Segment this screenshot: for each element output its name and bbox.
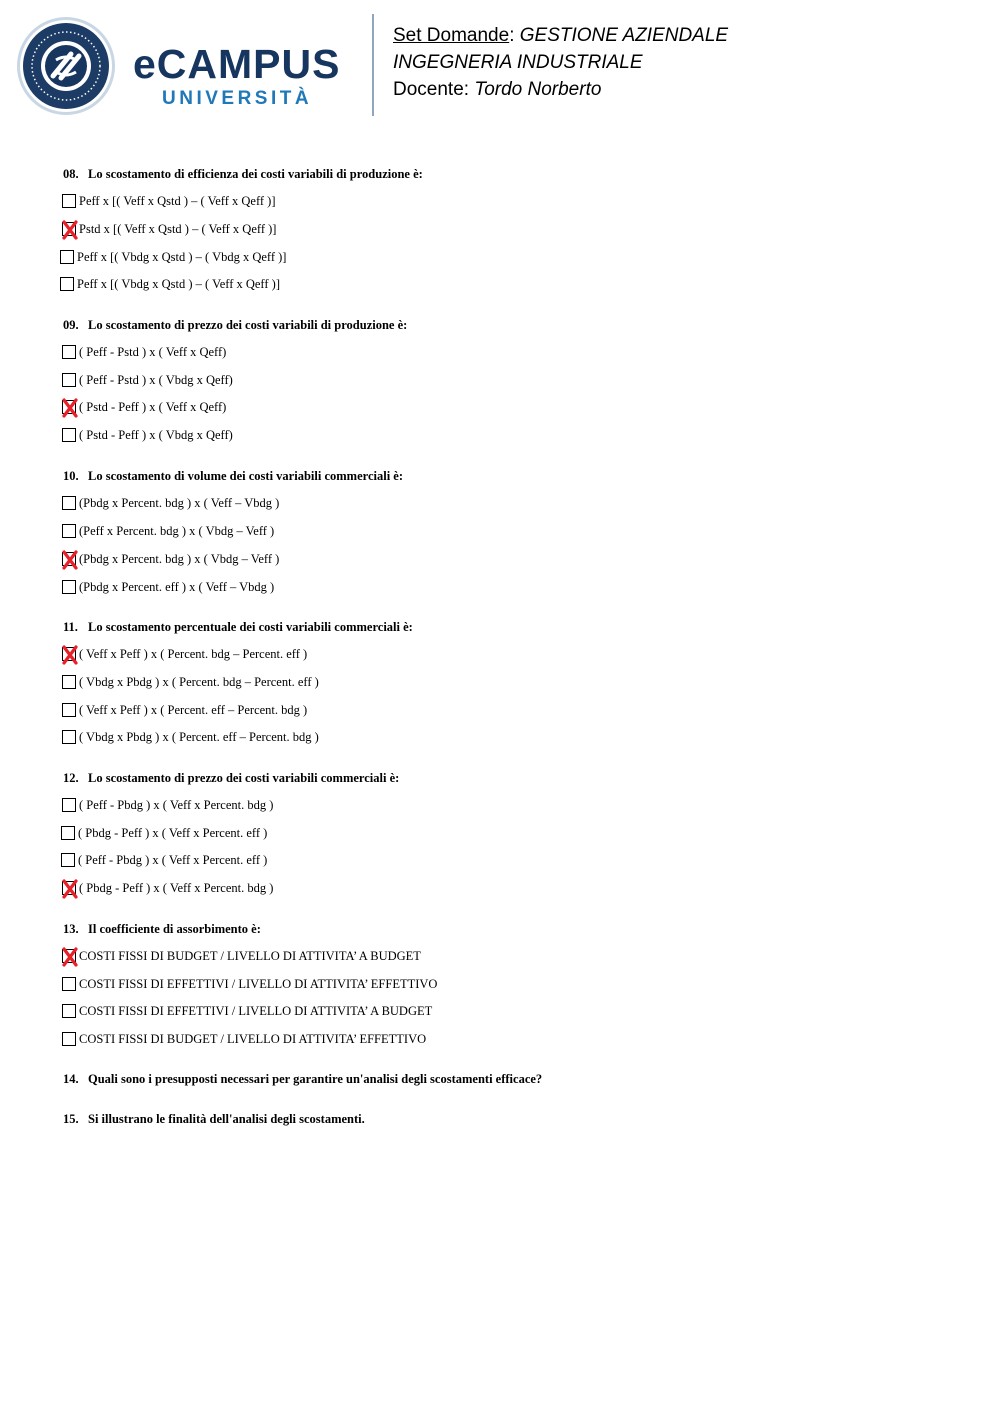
question-number: 12. <box>63 771 79 785</box>
checkbox[interactable] <box>62 730 76 744</box>
university-seal-logo <box>16 16 116 116</box>
answer-option[interactable] <box>62 879 273 897</box>
answer-option[interactable] <box>62 578 274 596</box>
answer-option[interactable] <box>62 673 319 691</box>
option-text: COSTI FISSI DI EFFETTIVI / LIVELLO DI ATTIVITA’ EFFETTIVO <box>79 976 438 991</box>
question-title <box>63 922 261 937</box>
teacher-line <box>393 76 728 103</box>
question-text: Lo scostamento percentuale dei costi variabili commerciali è: <box>88 620 413 634</box>
question-number: 15. <box>63 1112 79 1126</box>
checkbox[interactable] <box>62 1032 76 1046</box>
answer-option[interactable] <box>62 192 276 210</box>
option-text: ( Peff - Pstd ) x ( Vbdg x Qeff) <box>79 372 233 387</box>
answer-option[interactable] <box>61 851 267 869</box>
checked-checkbox[interactable] <box>62 949 76 963</box>
question-title <box>63 167 423 182</box>
checked-checkbox[interactable] <box>62 222 76 236</box>
answer-option[interactable] <box>62 220 276 238</box>
red-x-mark-icon <box>61 645 79 665</box>
checked-checkbox[interactable] <box>62 881 76 895</box>
option-text: COSTI FISSI DI EFFETTIVI / LIVELLO DI ATTIVITA’ A BUDGET <box>79 1003 433 1018</box>
set-line <box>393 22 728 49</box>
teacher-name: Tordo Norberto <box>474 79 602 100</box>
checkbox[interactable] <box>60 277 74 291</box>
question-title <box>63 469 403 484</box>
question-text: Quali sono i presupposti necessari per garantire un'analisi degli scostamenti efficace? <box>88 1072 543 1086</box>
checkbox[interactable] <box>61 853 75 867</box>
option-text: COSTI FISSI DI BUDGET / LIVELLO DI ATTIVITA’ A BUDGET <box>79 948 421 963</box>
option-text: ( Pstd - Peff ) x ( Vbdg x Qeff) <box>79 427 233 442</box>
header-divider <box>372 14 374 116</box>
checkbox[interactable] <box>60 250 74 264</box>
answer-option[interactable] <box>62 701 307 719</box>
set-separator: : <box>509 25 520 46</box>
checkbox[interactable] <box>62 703 76 717</box>
answer-option[interactable] <box>62 1002 432 1020</box>
question-title <box>63 771 399 786</box>
question-title <box>63 1072 542 1087</box>
course-name: GESTIONE AZIENDALE <box>519 25 729 46</box>
checkbox[interactable] <box>62 345 76 359</box>
answer-option[interactable] <box>62 645 307 663</box>
red-x-mark-icon <box>61 220 79 240</box>
checkbox[interactable] <box>62 428 76 442</box>
option-text: ( Vbdg x Pbdg ) x ( Percent. bdg – Percent. eff ) <box>79 674 319 689</box>
question-text: Lo scostamento di prezzo dei costi variabili commerciali è: <box>88 771 400 785</box>
option-text: Peff x [( Vbdg x Qstd ) – ( Veff x Qeff )] <box>77 276 280 291</box>
question-number: 10. <box>63 469 79 483</box>
checkbox[interactable] <box>62 524 76 538</box>
red-x-mark-icon <box>61 550 79 570</box>
checkbox[interactable] <box>62 798 76 812</box>
answer-option[interactable] <box>62 728 319 746</box>
answer-option[interactable] <box>60 275 280 293</box>
option-text: Peff x [( Vbdg x Qstd ) – ( Vbdg x Qeff )] <box>77 249 287 264</box>
red-x-mark-icon <box>61 398 79 418</box>
checkbox[interactable] <box>62 580 76 594</box>
option-text: (Pbdg x Percent. eff ) x ( Veff – Vbdg ) <box>79 579 275 594</box>
red-x-mark-icon <box>61 947 79 967</box>
question-text: Il coefficiente di assorbimento è: <box>88 922 261 936</box>
option-text: ( Peff - Pbdg ) x ( Veff x Percent. bdg ) <box>79 797 274 812</box>
option-text: (Pbdg x Percent. bdg ) x ( Veff – Vbdg ) <box>79 495 280 510</box>
option-text: Peff x [( Veff x Qstd ) – ( Veff x Qeff )] <box>79 193 276 208</box>
checkbox[interactable] <box>62 675 76 689</box>
red-x-mark-icon <box>61 879 79 899</box>
checkbox[interactable] <box>62 194 76 208</box>
page-header <box>0 0 1000 125</box>
option-text: ( Pstd - Peff ) x ( Veff x Qeff) <box>79 399 227 414</box>
degree-name: INGEGNERIA INDUSTRIALE <box>393 52 643 73</box>
option-text: ( Veff x Peff ) x ( Percent. eff – Percent. bdg ) <box>79 702 308 717</box>
answer-option[interactable] <box>62 371 233 389</box>
answer-option[interactable] <box>62 550 279 568</box>
option-text: ( Veff x Peff ) x ( Percent. bdg – Percent. eff ) <box>79 646 308 661</box>
answer-option[interactable] <box>61 824 267 842</box>
question-number: 13. <box>63 922 79 936</box>
answer-option[interactable] <box>62 398 226 416</box>
checked-checkbox[interactable] <box>62 647 76 661</box>
answer-option[interactable] <box>62 426 233 444</box>
ecampus-wordmark: eCAMPUS <box>133 41 341 87</box>
answer-option[interactable] <box>62 796 273 814</box>
teacher-label: Docente: <box>393 79 470 100</box>
question-number: 08. <box>63 167 79 181</box>
option-text: ( Pbdg - Peff ) x ( Veff x Percent. eff ) <box>78 825 268 840</box>
header-info <box>393 22 728 103</box>
checked-checkbox[interactable] <box>62 552 76 566</box>
option-text: COSTI FISSI DI BUDGET / LIVELLO DI ATTIVITA’ EFFETTIVO <box>79 1031 427 1046</box>
answer-option[interactable] <box>62 1030 426 1048</box>
answer-option[interactable] <box>60 248 286 266</box>
option-text: ( Pbdg - Peff ) x ( Veff x Percent. bdg ) <box>79 880 274 895</box>
option-text: Pstd x [( Veff x Qstd ) – ( Veff x Qeff )] <box>79 221 277 236</box>
answer-option[interactable] <box>62 522 274 540</box>
option-text: ( Peff - Pstd ) x ( Veff x Qeff) <box>79 344 227 359</box>
degree-line <box>393 49 728 76</box>
checkbox[interactable] <box>61 826 75 840</box>
question-number: 09. <box>63 318 79 332</box>
question-title <box>63 318 407 333</box>
option-text: (Peff x Percent. bdg ) x ( Vbdg – Veff ) <box>79 523 275 538</box>
answer-option[interactable] <box>62 343 226 361</box>
checkbox[interactable] <box>62 1004 76 1018</box>
checkbox[interactable] <box>62 496 76 510</box>
question-text: Si illustrano le finalità dell'analisi degli scostamenti. <box>88 1112 365 1126</box>
question-text: Lo scostamento di efficienza dei costi variabili di produzione è: <box>88 167 423 181</box>
question-number: 11. <box>63 620 78 634</box>
answer-option[interactable] <box>62 975 437 993</box>
question-text: Lo scostamento di prezzo dei costi variabili di produzione è: <box>88 318 408 332</box>
checkbox[interactable] <box>62 977 76 991</box>
checkbox[interactable] <box>62 373 76 387</box>
checked-checkbox[interactable] <box>62 400 76 414</box>
option-text: ( Vbdg x Pbdg ) x ( Percent. eff – Percent. bdg ) <box>79 729 319 744</box>
option-text: (Pbdg x Percent. bdg ) x ( Vbdg – Veff ) <box>79 551 280 566</box>
answer-option[interactable] <box>62 494 279 512</box>
option-text: ( Peff - Pbdg ) x ( Veff x Percent. eff ) <box>78 852 268 867</box>
universita-wordmark: UNIVERSITÀ <box>162 88 313 109</box>
question-text: Lo scostamento di volume dei costi variabili commerciali è: <box>88 469 403 483</box>
set-label: Set Domande <box>393 25 510 46</box>
question-number: 14. <box>63 1072 79 1086</box>
question-title <box>63 620 413 635</box>
answer-option[interactable] <box>62 947 421 965</box>
question-title <box>63 1112 365 1127</box>
